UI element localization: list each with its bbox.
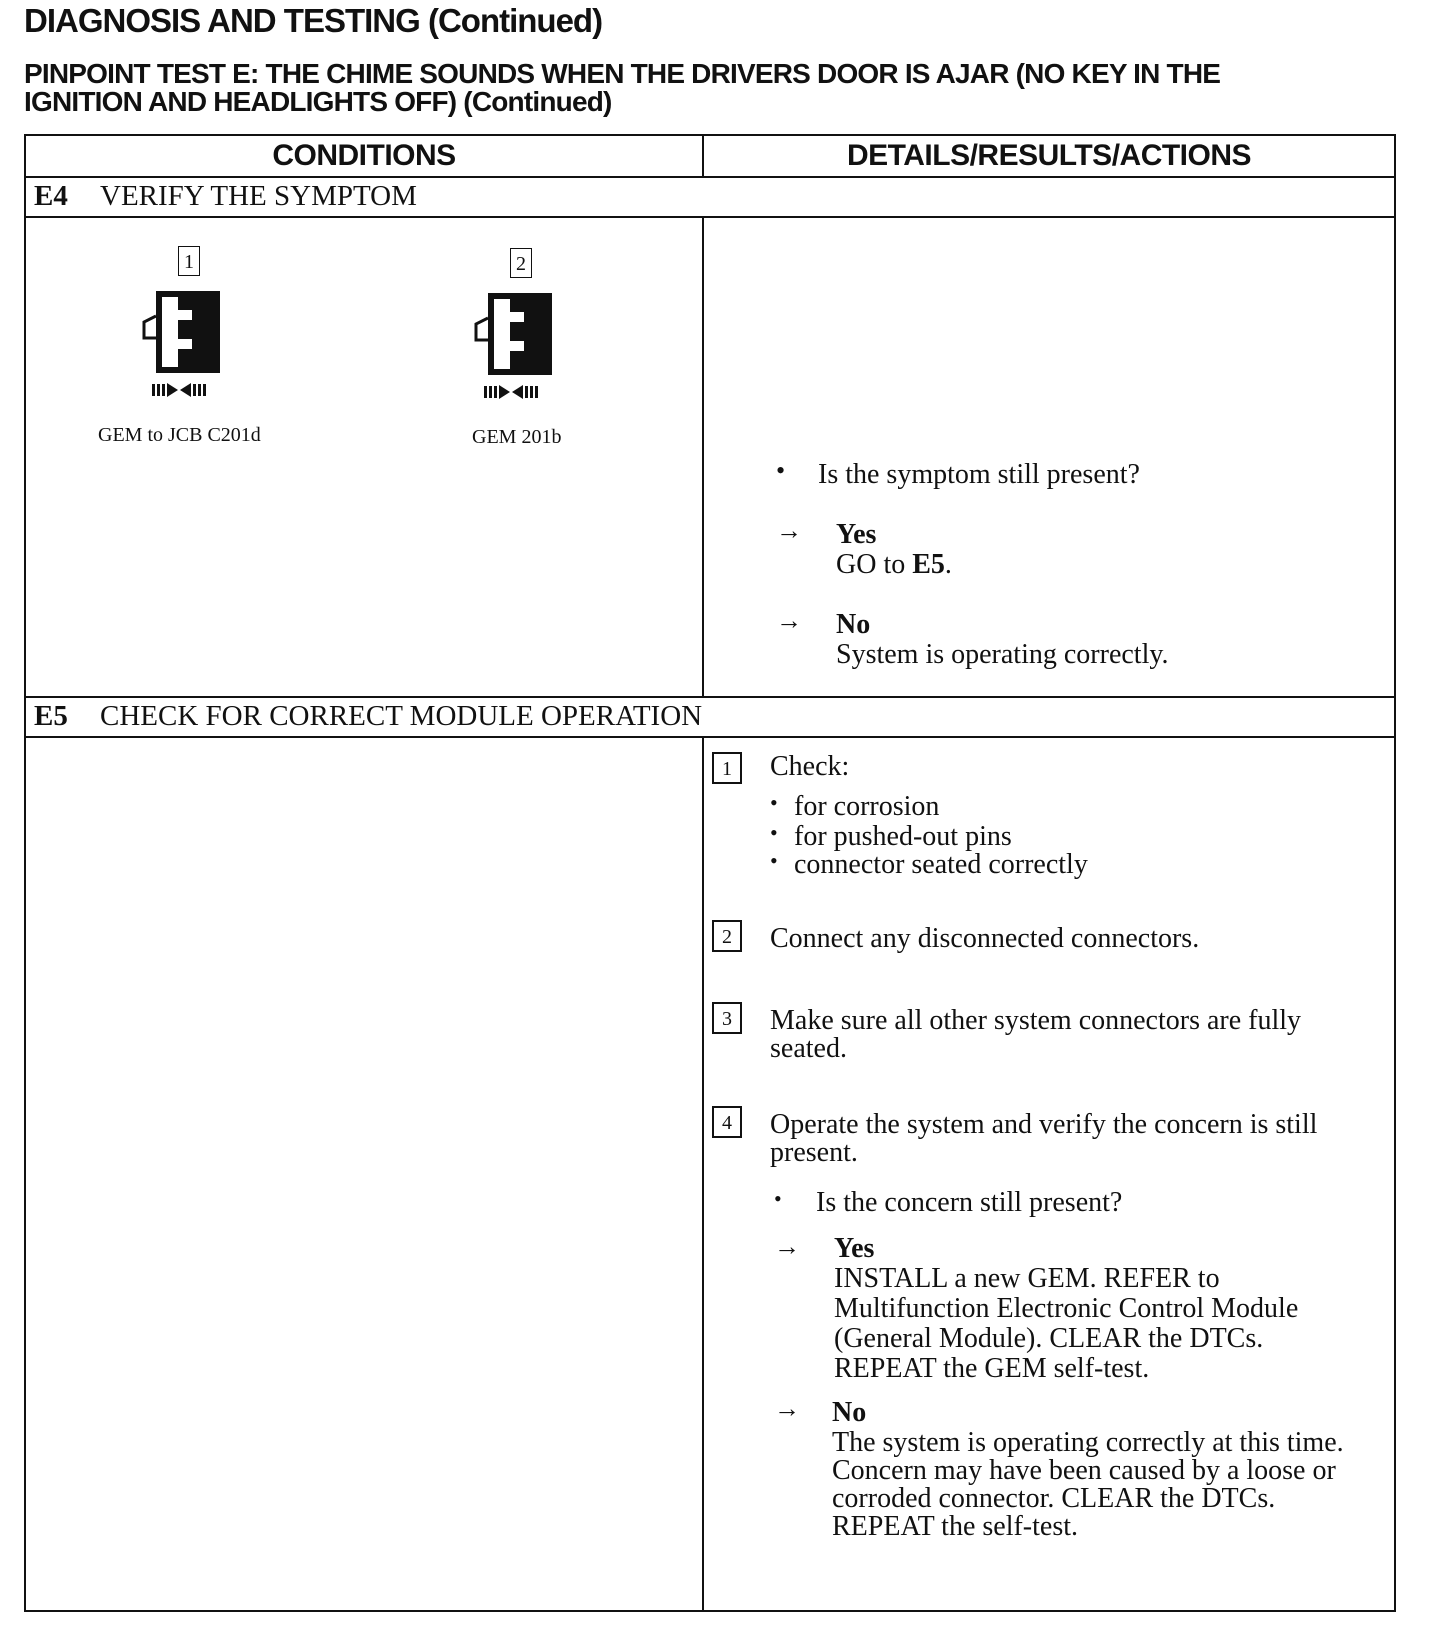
arrow-right-icon: → (776, 516, 802, 545)
connector-2-number: 2 (510, 248, 532, 278)
procedure-table (24, 134, 1396, 1612)
e5-step-3-number: 3 (712, 1002, 742, 1034)
e5-yes-text-line: (General Module). CLEAR the DTCs. (834, 1323, 1264, 1354)
e5-yes-text-line: INSTALL a new GEM. REFER to (834, 1263, 1220, 1294)
details-column-header: DETAILS/RESULTS/ACTIONS (846, 139, 1252, 172)
e4-yes-text-suffix: . (944, 549, 952, 580)
e5-step-3-text-line-1: Make sure all other system connectors are fully (770, 1005, 1302, 1036)
e5-yes-text-line: Multifunction Electronic Control Module (834, 1293, 1299, 1324)
bullet-icon: • (770, 848, 778, 873)
page-title: DIAGNOSIS AND TESTING (Continued) (24, 2, 603, 39)
e5-step-2-number: 2 (712, 920, 742, 952)
connector-1-icon (134, 286, 234, 406)
e5-step-title: CHECK FOR CORRECT MODULE OPERATION (100, 700, 703, 732)
pinpoint-test-title-line-1: PINPOINT TEST E: THE CHIME SOUNDS WHEN THE DRIVERS DOOR IS AJAR (NO KEY IN THE (24, 58, 1221, 89)
e5-step-heading (34, 696, 702, 736)
e5-step-4-number: 4 (712, 1106, 742, 1138)
connector-2-icon (466, 288, 566, 408)
e4-yes-label: Yes (836, 519, 877, 550)
connector-2-label: GEM 201b (472, 426, 562, 448)
e5-no-text-line: REPEAT the self-test. (832, 1511, 1079, 1542)
e4-yes-action (836, 550, 952, 580)
connector-1-number: 1 (178, 246, 200, 276)
e5-check-item: for corrosion (794, 791, 940, 822)
pinpoint-test-title-line-2: IGNITION AND HEADLIGHTS OFF) (Continued) (24, 86, 612, 117)
e5-step-1-number: 1 (712, 752, 742, 784)
e5-step-id: E5 (34, 700, 68, 732)
e4-yes-step-reference: E5 (912, 549, 945, 580)
e5-step-1-text: Check: (770, 751, 850, 782)
conditions-column-header: CONDITIONS (272, 139, 456, 172)
bullet-icon: • (774, 1186, 782, 1211)
e4-question: Is the symptom still present? (818, 459, 1140, 490)
column-divider-e4 (702, 216, 704, 696)
e4-step-title: VERIFY THE SYMPTOM (100, 180, 417, 212)
e4-title-divider (26, 216, 1394, 218)
e5-step-4-text-line-2: present. (770, 1137, 858, 1168)
e5-step-2-text: Connect any disconnected connectors. (770, 923, 1200, 954)
e4-yes-text-prefix: GO to (836, 549, 913, 580)
e5-step-3-text-line-2: seated. (770, 1033, 847, 1064)
e5-check-item: for pushed-out pins (794, 821, 1012, 852)
bullet-icon: • (770, 820, 778, 845)
bullet-icon: • (770, 790, 778, 815)
e5-check-item: connector seated correctly (794, 849, 1088, 880)
arrow-right-icon: → (776, 606, 802, 635)
e4-no-label: No (836, 609, 871, 640)
e5-yes-text-line: REPEAT the GEM self-test. (834, 1353, 1150, 1384)
e5-question: Is the concern still present? (816, 1187, 1123, 1218)
arrow-right-icon: → (774, 1394, 800, 1423)
column-divider-e5 (702, 736, 704, 1612)
e5-title-divider (26, 736, 1394, 738)
e5-step-4-text-line-1: Operate the system and verify the concern is still (770, 1109, 1318, 1140)
pinpoint-test-title (24, 60, 1220, 116)
e5-no-text-line: Concern may have been caused by a loose or (832, 1455, 1336, 1486)
e5-no-text-line: corroded connector. CLEAR the DTCs. (832, 1483, 1276, 1514)
e4-step-id: E4 (34, 180, 68, 212)
e4-no-text: System is operating correctly. (836, 639, 1169, 670)
e4-step-heading (34, 176, 417, 216)
bullet-icon: • (776, 456, 786, 485)
arrow-right-icon: → (774, 1232, 800, 1261)
connector-1-label: GEM to JCB C201d (98, 424, 261, 446)
e5-no-text-line: The system is operating correctly at this time. (832, 1427, 1344, 1458)
e5-yes-label: Yes (834, 1233, 875, 1264)
e5-no-label: No (832, 1397, 867, 1428)
